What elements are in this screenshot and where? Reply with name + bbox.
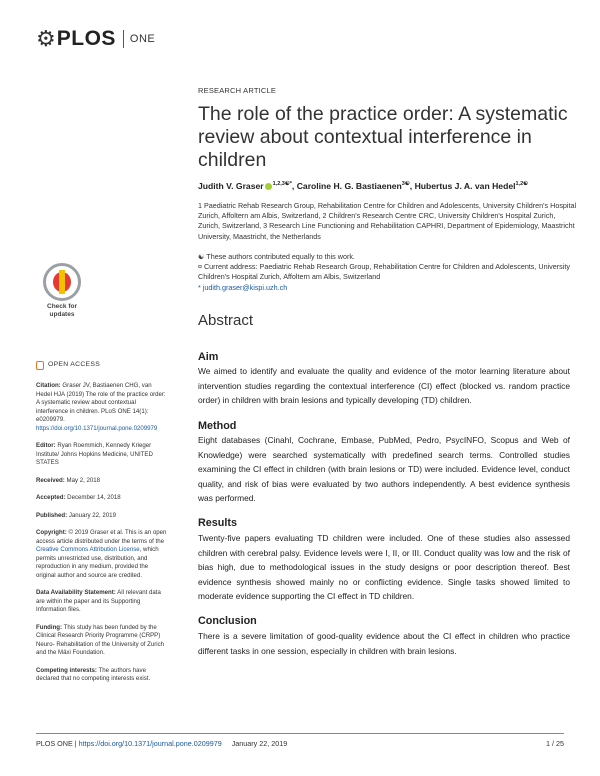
author-affil: 1,2☯ [515,181,529,188]
aim-text: We aimed to identify and evaluate the quality and evidence of the motor learning literature about intervention studies regarding the contextual interference (CI) effect (blocked vs. random practice order) in children with brain lesions and typically developing (TD) children. [198,366,570,406]
orcid-icon[interactable] [265,183,272,190]
badge-line2: updates [49,311,75,318]
brand-name: PLOS [56,27,116,50]
method-text: Eight databases (Cinahl, Cochrane, Embase, PubMed, Pedro, PsycINFO, Scopus and Web of Knowledge) were searched systematically with predefined search terms. Controlled studies examining the CI effect in children (with brain lesions or TD) were included. Evidence level, conduct quality, and risk of bias were evaluated by two authors independently. A best evidence synthesis was performed. [198,435,570,504]
affiliations: 1 Paediatric Rehab Research Group, Rehabilitation Centre for Children and Adolescents, University Children's Hospital Zurich, Affoltern am Albis, Switzerland, 2 Children's Research Centre CRC, University Children's Hospital Zurich, Zurich, Switzerland, 3 Research Line Functioning and Rehabilitation CAPHRI, Department of Epidemiology, Maastricht University, Maastricht, the Netherlands [198,201,577,241]
check-for-updates-badge[interactable] [39,263,85,321]
author-list: Judith V. Graser $^{1,2,3☯*}$, Caroline H. G. Bastiaenen$^{3☯}$, Hubertus J. A. van Hedel$^{1,2☯}$ [198,181,529,191]
current-address-note: ¤ Current address: Paediatric Rehab Research Group, Rehabilitation Centre for Children and Adolescents, University Children's Hospital Zurich, Affoltern am Albis, Switzerland [198,262,570,282]
funding-block: Funding: This study has been funded by the Clinical Research Priority Programme (CRPP) Neuro- Rehabilitation of the University of Zurich and the Mäxi Foundation. [36,623,165,656]
conclusion-text: There is a severe limitation of good-quality evidence about the CI effect in children who practice different tasks in one session, especially in children with brain lesions. [198,631,570,656]
badge-line1: Check for [47,303,77,310]
abstract-heading: Abstract [198,312,254,329]
footer-journal: PLOS ONE [36,739,73,748]
citation-block: Citation: Graser JV, Bastiaenen CHG, van Hedel HJA (2019) The role of the practice order: A systematic review about contextual interference in children. PLoS ONE 14(1): e0209979. https://doi.org/10.1371/journal.pone.0209979 [36,382,166,432]
author-name: Judith V. Graser [198,181,264,191]
conclusion-heading: Conclusion [198,615,257,627]
aim-heading: Aim [198,351,219,363]
plos-logo[interactable] [36,26,155,52]
author-name: Caroline H. G. Bastiaenen [296,181,402,191]
page-footer [36,733,564,748]
results-text: Twenty-five papers evaluating TD children were included. One of these studies also assessed children with cerebral palsy. Evidence levels were I, II, or III. Conduct quality was low and the risk of bias high, due to methodological issues in the study designs or poor description thereof. Best evidence synthesis showed mainly no or conflicting evidence. Single tasks showed limited to moderate evidence supporting the CI effect in TD children. [198,533,570,602]
open-lock-icon [36,361,44,370]
footer-doi-link[interactable]: https://doi.org/10.1371/journal.pone.0209979 [78,739,222,748]
open-access-label: OPEN ACCESS [36,361,168,370]
equal-contribution-note: ☯ These authors contributed equally to this work. [198,252,355,261]
article-title: The role of the practice order: A systematic review about contextual interference in children [198,103,568,171]
license-link[interactable]: Creative Commons Attribution License [36,546,140,553]
page-number: 1 / 25 [546,739,564,748]
article-type: RESEARCH ARTICLE [198,86,277,95]
data-availability-block: Data Availability Statement: All relevant data are within the paper and its Supporting Information files. [36,589,161,613]
author-affil: 1,2,3☯* [272,181,292,188]
received-block: Received: May 2, 2018 [36,476,101,484]
sidebar [36,361,168,693]
corresponding-email[interactable]: * judith.graser@kispi.uzh.ch [198,282,288,292]
results-heading: Results [198,517,238,529]
crossmark-icon [43,263,81,301]
author-notes [198,252,578,293]
author-name: Hubertus J. A. van Hedel [414,181,516,191]
author-affil: 3☯ [401,181,410,188]
footer-sep: | [72,739,79,748]
accepted-block: Accepted: December 14, 2018 [36,494,121,501]
editor-block: Editor: Ryan Roemmich, Kennedy Krieger Institute/ Johns Hopkins Medicine, UNITED STATES [36,442,153,466]
citation-doi-link[interactable]: https://doi.org/10.1371/journal.pone.0209979 [36,424,158,432]
competing-interests-block: Competing interests: The authors have declared that no competing interests exist. [36,666,151,682]
published-block: Published: January 22, 2019 [36,511,116,519]
logo-divider [123,30,124,48]
journal-name: ONE [129,33,156,45]
footer-date: January 22, 2019 [231,739,288,748]
method-heading: Method [198,420,237,432]
copyright-block: Copyright: © 2019 Graser et al. This is an open access article distributed under the terms of the Creative Commons Attribution License, which permits unrestricted use, distribution, and reproduction in any medium, provided the original author and source are credited. [36,529,167,579]
plos-logo-icon: ⚙ [36,26,55,51]
